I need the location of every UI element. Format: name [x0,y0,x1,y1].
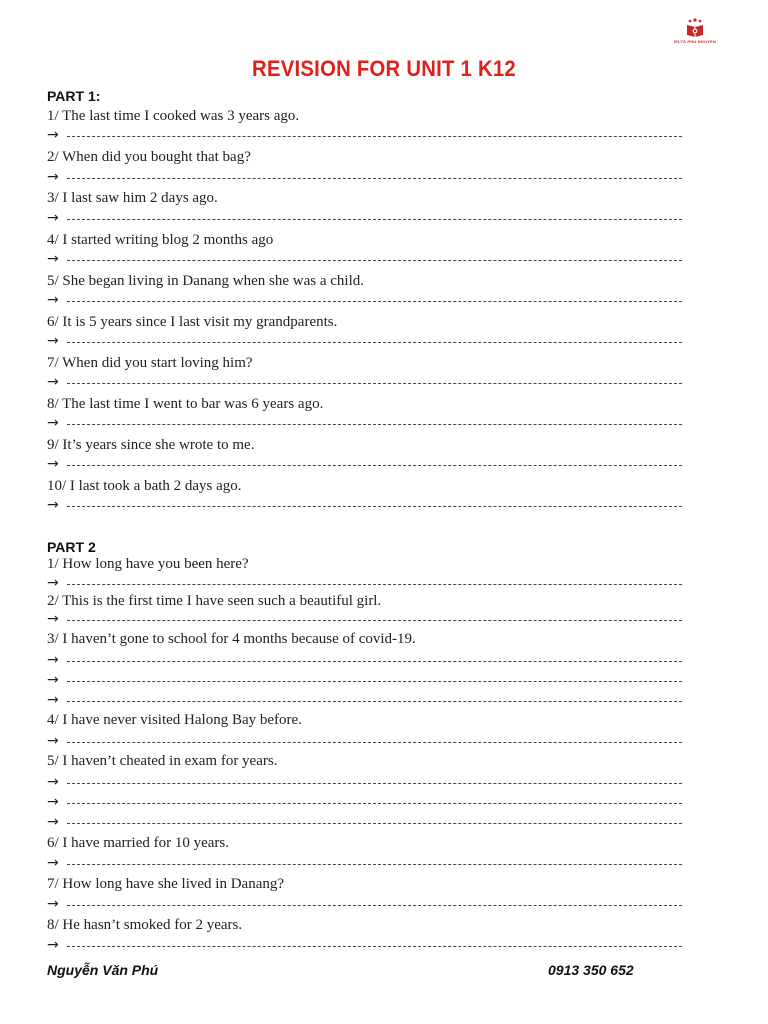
page-title: REVISION FOR UNIT 1 K12 [252,56,516,81]
arrow-icon: → [47,575,59,591]
arrow-icon: → [47,692,59,708]
dashed-line [67,823,682,824]
answer-line[interactable] [47,897,682,911]
question-text: 4/ I have never visited Halong Bay before. [47,712,302,728]
answer-line[interactable] [47,416,682,430]
logo-text: IELTS PHU NGUYEN [673,39,717,44]
answer-line[interactable] [47,775,682,789]
arrow-icon: → [47,855,59,871]
answer-line[interactable] [47,170,682,184]
answer-line[interactable] [47,612,682,626]
question-text: 8/ He hasn’t smoked for 2 years. [47,917,243,933]
question-text: 1/ The last time I cooked was 3 years ago. [47,108,300,124]
dashed-line [67,465,682,466]
dashed-line [67,301,682,302]
dashed-line [67,136,682,137]
footer-phone: 0913 350 652 [548,962,634,978]
question-text: 6/ It is 5 years since I last visit my grandparents. [47,314,338,330]
dashed-line [67,219,682,220]
answer-line[interactable] [47,856,682,870]
part-1-heading: PART 1: [47,88,101,104]
answer-line[interactable] [47,795,682,809]
question-text: 7/ When did you start loving him? [47,355,253,371]
arrow-icon: → [47,937,59,953]
arrow-icon: → [47,733,59,749]
question-text: 1/ How long have you been here? [47,556,249,572]
answer-line[interactable] [47,252,682,266]
dashed-line [67,506,682,507]
arrow-icon: → [47,794,59,810]
answer-line[interactable] [47,457,682,471]
arrow-icon: → [47,611,59,627]
dashed-line [67,681,682,682]
footer-author: Nguyễn Văn Phú [47,962,159,978]
question-text: 3/ I last saw him 2 days ago. [47,190,218,206]
arrow-icon: → [47,333,59,349]
arrow-icon: → [47,210,59,226]
question-text: 4/ I started writing blog 2 months ago [47,232,274,248]
question-text: 3/ I haven’t gone to school for 4 months because of covid-19. [47,631,416,647]
question-text: 9/ It’s years since she wrote to me. [47,437,255,453]
question-text: 5/ I haven’t cheated in exam for years. [47,753,278,769]
answer-line[interactable] [47,334,682,348]
arrow-icon: → [47,169,59,185]
dashed-line [67,383,682,384]
answer-line[interactable] [47,815,682,829]
arrow-icon: → [47,251,59,267]
answer-line[interactable] [47,498,682,512]
answer-line[interactable] [47,576,682,590]
question-text: 10/ I last took a bath 2 days ago. [47,478,242,494]
part-2-heading: PART 2 [47,539,96,555]
answer-line[interactable] [47,375,682,389]
book-icon [684,16,706,38]
answer-line[interactable] [47,653,682,667]
arrow-icon: → [47,374,59,390]
dashed-line [67,803,682,804]
dashed-line [67,260,682,261]
question-text: 5/ She began living in Danang when she was a child. [47,273,365,289]
brand-logo [667,16,723,50]
dashed-line [67,783,682,784]
question-text: 2/ When did you bought that bag? [47,149,251,165]
dashed-line [67,342,682,343]
answer-line[interactable] [47,938,682,952]
arrow-icon: → [47,456,59,472]
arrow-icon: → [47,292,59,308]
arrow-icon: → [47,774,59,790]
dashed-line [67,620,682,621]
dashed-line [67,701,682,702]
dashed-line [67,905,682,906]
arrow-icon: → [47,497,59,513]
arrow-icon: → [47,652,59,668]
arrow-icon: → [47,127,59,143]
dashed-line [67,661,682,662]
dashed-line [67,424,682,425]
question-text: 7/ How long have she lived in Danang? [47,876,285,892]
dashed-line [67,178,682,179]
dashed-line [67,864,682,865]
question-text: 6/ I have married for 10 years. [47,835,230,851]
answer-line[interactable] [47,211,682,225]
arrow-icon: → [47,415,59,431]
answer-line[interactable] [47,128,682,142]
answer-line[interactable] [47,734,682,748]
arrow-icon: → [47,814,59,830]
answer-line[interactable] [47,293,682,307]
dashed-line [67,742,682,743]
dashed-line [67,946,682,947]
answer-line[interactable] [47,693,682,707]
question-text: 2/ This is the first time I have seen such a beautiful girl. [47,593,382,609]
dashed-line [67,584,682,585]
answer-line[interactable] [47,673,682,687]
question-text: 8/ The last time I went to bar was 6 years ago. [47,396,324,412]
arrow-icon: → [47,896,59,912]
arrow-icon: → [47,672,59,688]
